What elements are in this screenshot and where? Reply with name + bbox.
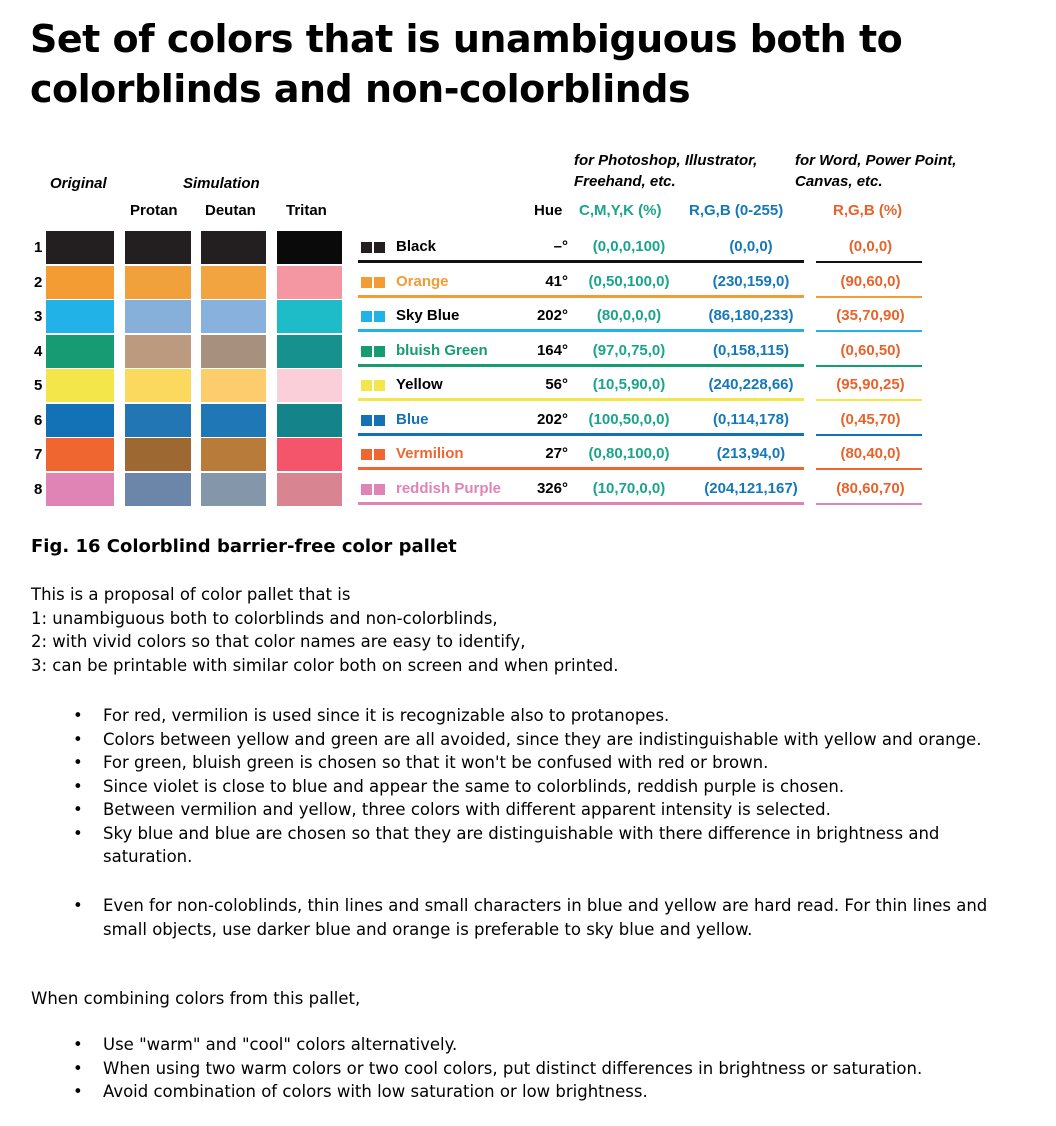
swatch-tritan [277, 231, 342, 264]
design-rationale-list [31, 704, 1033, 869]
list-item: • Sky blue and blue are chosen so that they are distinguishable with there difference in brightness and saturation. [31, 822, 1033, 869]
swatch-original [46, 300, 114, 333]
row-color-line [816, 468, 922, 470]
row-color-line [816, 330, 922, 332]
cmyk-value: (10,5,90,0) [592, 376, 666, 393]
swatch-tritan [277, 473, 342, 506]
intro-paragraph [31, 583, 618, 677]
rgb255-value: (204,121,167) [704, 479, 798, 497]
color-square-icon [361, 415, 372, 426]
rgb255-value: (230,159,0) [712, 272, 790, 290]
color-square-icon [374, 277, 385, 288]
header-cmyk: C,M,Y,K (%) [579, 202, 662, 219]
rgb255-value: (0,158,115) [713, 341, 789, 359]
row-color-line [358, 329, 804, 332]
color-name: Vermilion [396, 445, 464, 462]
row-number: 1 [34, 239, 43, 256]
rgbpct-value: (0,60,50) [840, 341, 901, 359]
swatch-protan [125, 335, 191, 368]
list-item: • Between vermilion and yellow, three colors with different apparent intensity is selected. [31, 798, 1033, 822]
row-color-line [358, 260, 804, 263]
swatch-tritan [277, 300, 342, 333]
swatch-deutan [201, 369, 266, 402]
rgbpct-value: (90,60,0) [840, 272, 901, 290]
color-square-icon [374, 242, 385, 253]
swatch-deutan [201, 231, 266, 264]
hue-value: 27° [545, 445, 568, 462]
combining-tips-list [31, 1033, 1033, 1104]
header-protan: Protan [130, 202, 178, 219]
header-tritan: Tritan [286, 202, 327, 219]
cmyk-value: (97,0,75,0) [592, 341, 666, 359]
swatch-protan [125, 231, 191, 264]
list-item: • Use "warm" and "cool" colors alternatively. [31, 1033, 1033, 1057]
list-item: • For green, bluish green is chosen so that it won't be confused with red or brown. [31, 751, 1033, 775]
swatch-deutan [201, 404, 266, 437]
intro-line: 2: with vivid colors so that color names are easy to identify, [31, 632, 526, 651]
row-number: 7 [34, 446, 43, 463]
color-square-icon [361, 277, 372, 288]
cmyk-value: (80,0,0,0) [596, 307, 662, 324]
combine-intro: When combining colors from this pallet, [31, 989, 361, 1008]
header-rgb-255: R,G,B (0-255) [689, 202, 784, 219]
color-square-icon [361, 346, 372, 357]
rgbpct-value: (0,0,0) [848, 238, 893, 255]
row-color-line [358, 433, 804, 436]
row-color-line [816, 261, 922, 263]
intro-line: 3: can be printable with similar color both on screen and when printed. [31, 655, 619, 675]
swatch-original [46, 266, 114, 299]
swatch-protan [125, 404, 191, 437]
header-photoshop-note: for Photoshop, Illustrator, Freehand, etc. [574, 152, 758, 190]
row-color-line [816, 365, 922, 367]
row-color-line [816, 503, 922, 505]
color-square-icon [361, 311, 372, 322]
header-deutan: Deutan [205, 202, 256, 219]
intro-line: 1: unambiguous both to colorblinds and non-colorblinds, [31, 608, 498, 628]
row-color-line [358, 364, 804, 367]
color-name: reddish Purple [396, 479, 502, 497]
row-number: 3 [34, 308, 43, 325]
color-pallet-figure [24, 146, 959, 510]
hue-value: 202° [536, 307, 568, 324]
swatch-protan [125, 438, 191, 471]
swatch-original [46, 335, 114, 368]
cmyk-value: (100,50,0,0) [588, 410, 670, 428]
rgb255-value: (86,180,233) [708, 307, 794, 324]
swatch-protan [125, 473, 191, 506]
cmyk-value: (0,0,0,100) [592, 238, 666, 255]
color-square-icon [374, 346, 385, 357]
cmyk-value: (10,70,0,0) [592, 479, 666, 497]
hue-value: 164° [536, 341, 568, 359]
thin-lines-note-list [31, 894, 1033, 941]
color-name: Black [396, 238, 437, 255]
header-word-note: for Word, Power Point, Canvas, etc. [795, 152, 957, 190]
color-square-icon [374, 415, 385, 426]
swatch-protan [125, 300, 191, 333]
swatch-tritan [277, 266, 342, 299]
row-number: 5 [34, 377, 43, 394]
list-item: • When using two warm colors or two cool colors, put distinct differences in brightness or saturation. [31, 1057, 1033, 1081]
color-square-icon [361, 449, 372, 460]
color-square-icon [361, 242, 372, 253]
rgb255-value: (213,94,0) [716, 445, 786, 462]
swatch-tritan [277, 404, 342, 437]
color-square-icon [374, 380, 385, 391]
rgbpct-value: (35,70,90) [836, 307, 905, 324]
swatch-protan [125, 369, 191, 402]
rgb255-value: (240,228,66) [708, 376, 794, 393]
list-item: • For red, vermilion is used since it is recognizable also to protanopes. [31, 704, 1033, 728]
list-item: • Avoid combination of colors with low saturation or low brightness. [31, 1080, 1033, 1104]
rgb255-value: (0,114,178) [713, 410, 789, 428]
swatch-original [46, 369, 114, 402]
rgb255-value: (0,0,0) [729, 238, 773, 255]
row-color-line [358, 467, 804, 470]
header-original: Original [50, 175, 107, 192]
row-number: 8 [34, 480, 43, 498]
list-item: • Colors between yellow and green are all avoided, since they are indistinguishable with yellow and orange. [31, 728, 1033, 752]
color-square-icon [361, 484, 372, 495]
rgbpct-value: (80,40,0) [840, 445, 901, 462]
swatch-tritan [277, 438, 342, 471]
row-number: 6 [34, 411, 43, 429]
hue-value: 326° [536, 479, 568, 497]
row-color-line [358, 398, 804, 401]
color-square-icon [361, 380, 372, 391]
cmyk-value: (0,50,100,0) [588, 272, 670, 290]
swatch-deutan [201, 438, 266, 471]
swatch-deutan [201, 300, 266, 333]
color-name: Yellow [396, 376, 443, 393]
row-color-line [358, 502, 804, 505]
page-title: Set of colors that is unambiguous both to colorblinds and non-colorblinds [30, 17, 903, 111]
hue-value: 202° [536, 410, 568, 428]
intro-line: This is a proposal of color pallet that is [31, 585, 351, 604]
hue-value: –° [553, 238, 568, 255]
color-square-icon [374, 484, 385, 495]
row-color-line [816, 434, 922, 436]
color-square-icon [374, 311, 385, 322]
rgbpct-value: (0,45,70) [840, 410, 901, 428]
color-name: Orange [396, 272, 449, 290]
header-hue: Hue [534, 202, 563, 219]
swatch-original [46, 473, 114, 506]
header-simulation: Simulation [183, 175, 260, 192]
rgbpct-value: (80,60,70) [836, 479, 905, 497]
rgbpct-value: (95,90,25) [836, 376, 905, 393]
color-name: Sky Blue [396, 307, 460, 324]
list-item: • Since violet is close to blue and appear the same to colorblinds, reddish purple is chosen. [31, 775, 1033, 799]
figure-caption: Fig. 16 Colorblind barrier-free color pallet [31, 536, 457, 557]
swatch-original [46, 404, 114, 437]
hue-value: 56° [545, 376, 568, 393]
swatch-original [46, 231, 114, 264]
swatch-tritan [277, 369, 342, 402]
swatch-deutan [201, 266, 266, 299]
row-number: 2 [34, 273, 43, 291]
hue-value: 41° [545, 272, 568, 290]
row-number: 4 [34, 342, 43, 360]
swatch-tritan [277, 335, 342, 368]
cmyk-value: (0,80,100,0) [588, 445, 670, 462]
swatch-deutan [201, 335, 266, 368]
swatch-protan [125, 266, 191, 299]
row-color-line [358, 295, 804, 298]
color-square-icon [374, 449, 385, 460]
list-item: • Even for non-coloblinds, thin lines and small characters in blue and yellow are hard read. For thin lines and small objects, use darker blue and orange is preferable to sky blue and yellow. [31, 894, 1033, 941]
color-name: Blue [396, 410, 429, 428]
header-rgb-percent: R,G,B (%) [833, 202, 903, 219]
row-color-line [816, 399, 922, 401]
swatch-original [46, 438, 114, 471]
swatch-deutan [201, 473, 266, 506]
row-color-line [816, 296, 922, 298]
color-name: bluish Green [396, 341, 488, 359]
